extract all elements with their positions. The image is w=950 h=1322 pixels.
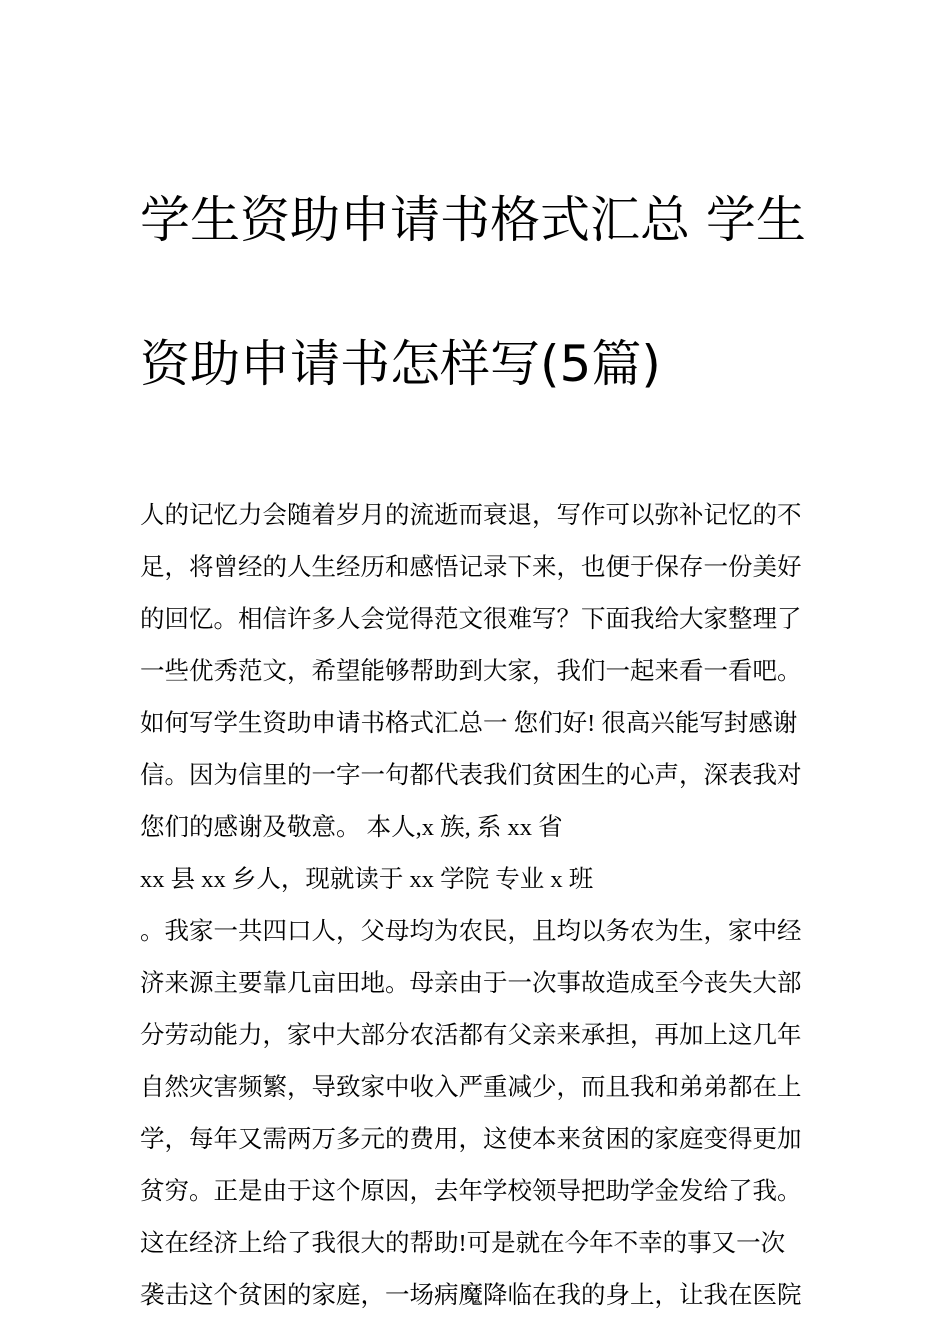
body-line: 自然灾害频繁，导致家中收入严重减少，而且我和弟弟都在上: [140, 1074, 802, 1101]
body-line: 如何写学生资助申请书格式汇总一 您们好! 很高兴能写封感谢: [140, 710, 798, 737]
body-line: 学，每年又需两万多元的费用，这使本来贫困的家庭变得更加: [140, 1126, 802, 1153]
title-line-1: 学生资助申请书格式汇总 学生: [140, 191, 806, 249]
body-line: 的回忆。相信许多人会觉得范文很难写？下面我给大家整理了: [140, 606, 802, 633]
body-line: 人的记忆力会随着岁月的流逝而衰退，写作可以弥补记忆的不: [140, 502, 802, 529]
body-line: 分劳动能力，家中大部分农活都有父亲来承担，再加上这几年: [140, 1022, 802, 1049]
document-body: [140, 490, 820, 1322]
body-line: 一些优秀范文，希望能够帮助到大家，我们一起来看一看吧。: [140, 658, 802, 685]
body-line: 足，将曾经的人生经历和感悟记录下来，也便于保存一份美好: [140, 554, 802, 581]
body-line: 贫穷。正是由于这个原因，去年学校领导把助学金发给了我。: [140, 1178, 802, 1205]
body-line: 这在经济上给了我很大的帮助!可是就在今年不幸的事又一次: [140, 1230, 786, 1257]
document-content: [140, 112, 820, 1322]
body-line: 。我家一共四口人，父母均为农民，且均以务农为生，家中经: [140, 918, 802, 945]
body-line: xx 县 xx 乡人，现就读于 xx 学院 专业 x 班: [140, 866, 594, 893]
body-line: 信。因为信里的一字一句都代表我们贫困生的心声，深表我对: [140, 762, 802, 789]
body-line: 济来源主要靠几亩田地。母亲由于一次事故造成至今丧失大部: [140, 970, 802, 997]
body-line: 您们的感谢及敬意。 本人,x 族, 系 xx 省: [140, 814, 563, 841]
body-line: 袭击这个贫困的家庭，一场病魔降临在我的身上，让我在医院: [140, 1282, 802, 1309]
document-title: [140, 112, 820, 472]
title-line-2: 资助申请书怎样写(5篇): [140, 335, 661, 393]
